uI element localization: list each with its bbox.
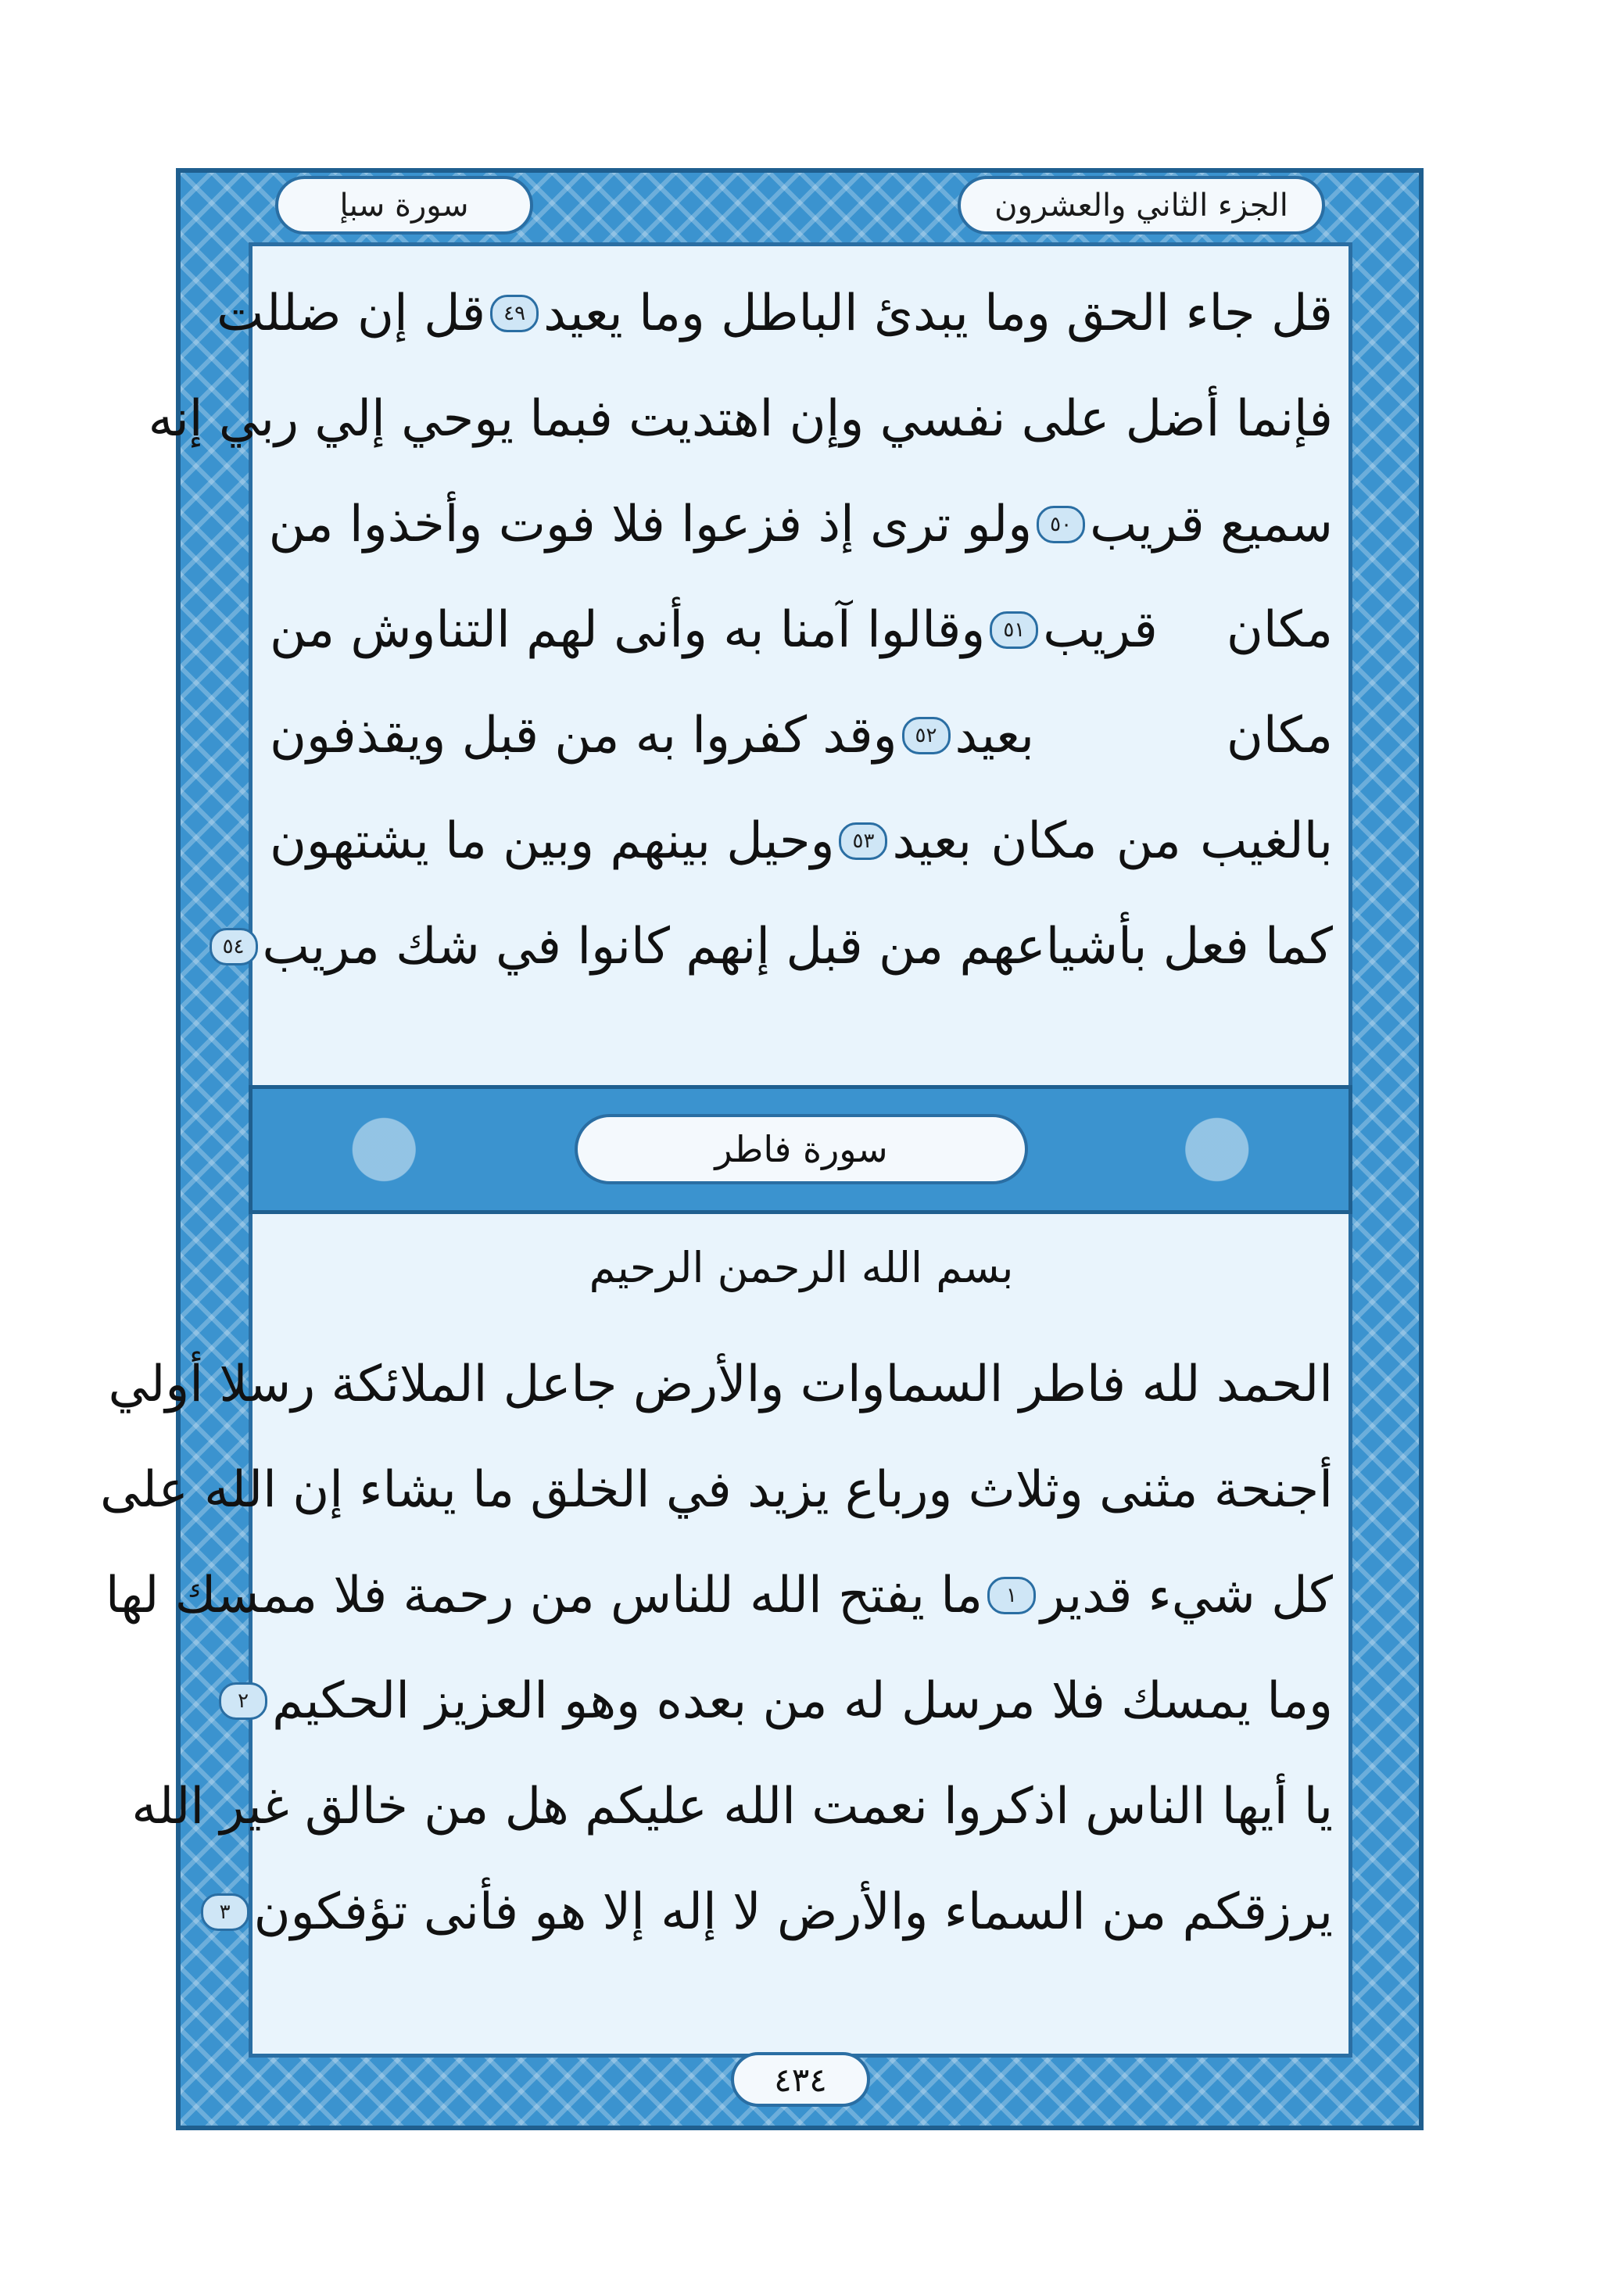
ayah-text: الحمد لله فاطر السماوات والأرض جاعل الملائكة رسلا أولي: [108, 1356, 1333, 1413]
ayah-line: [238, 1657, 1333, 1745]
ayah-text-continued: قل إن ضللت: [217, 285, 486, 342]
ayah-line: [105, 1552, 1333, 1639]
ayah-line: [270, 481, 1333, 568]
ayah-line: [270, 692, 1333, 779]
ayah-text-continued: وقالوا آمنا به وأنى لهم التناوش من: [270, 601, 986, 659]
surah-label: سورة سبإ: [275, 176, 533, 235]
ayah-text-continued: وحيل بينهم وبين ما يشتهون: [270, 812, 835, 870]
surah-title: سورة فاطر: [575, 1114, 1028, 1184]
ayah-text: بالغيب من مكان بعيد: [892, 812, 1333, 870]
ayah-text: كما فعل بأشياعهم من قبل إنهم كانوا في شك مريب: [262, 918, 1333, 976]
ayah-number-marker: ٥٤: [210, 928, 258, 965]
ayah-text: كل شيء قدير: [1040, 1567, 1333, 1624]
ayah-line: [222, 903, 1333, 990]
ayah-text: قل جاء الحق وما يبدئ الباطل وما يعيد: [543, 285, 1333, 342]
ayah-text: مكان قريب: [1043, 601, 1333, 659]
page-number: ٤٣٤: [731, 2052, 870, 2107]
ayah-text: وما يمسك فلا مرسل له من بعده وهو العزيز الحكيم: [272, 1672, 1333, 1730]
ayah-number-marker: ٢: [219, 1682, 267, 1720]
ayah-number-marker: ٤٩: [490, 295, 539, 332]
juz-label: الجزء الثاني والعشرون: [958, 176, 1325, 235]
ayah-text-continued: وقد كفروا به من قبل ويقذفون: [270, 707, 897, 765]
ayah-line: [131, 1763, 1333, 1850]
ayah-line: [270, 586, 1333, 674]
ayah-number-marker: ٣: [201, 1893, 249, 1931]
ayah-line: [219, 1868, 1333, 1956]
ayah-text: مكان بعيد: [955, 707, 1333, 765]
ayah-text-continued: ولو ترى إذ فزعوا فلا فوت وأخذوا من: [268, 496, 1033, 553]
ayah-text: فإنما أضل على نفسي وإن اهتديت فبما يوحي إلي ربي إنه: [148, 390, 1333, 448]
ayah-number-marker: ٥٣: [839, 822, 887, 860]
ayah-line: [100, 1446, 1333, 1534]
ayah-number-marker: ٥٠: [1037, 506, 1085, 543]
ayah-number-marker: ١: [987, 1577, 1036, 1614]
ayah-number-marker: ٥٢: [902, 717, 951, 754]
ayah-text-continued: ما يفتح الله للناس من رحمة فلا ممسك لها: [105, 1567, 983, 1624]
ayah-text: أجنحة مثنى وثلاث ورباع يزيد في الخلق ما يشاء إن الله على: [100, 1461, 1333, 1519]
ayah-line: [270, 797, 1333, 885]
ayah-line: [108, 1341, 1333, 1428]
ayah-line: [148, 375, 1333, 463]
basmala: بسم الله الرحمن الرحيم: [589, 1243, 1014, 1292]
ayah-text: يرزقكم من السماء والأرض لا إله إلا هو فأنى تؤفكون: [253, 1883, 1333, 1941]
ayah-text: سميع قريب: [1090, 496, 1333, 553]
ayah-number-marker: ٥١: [990, 611, 1038, 649]
ayah-line: [217, 270, 1333, 357]
ayah-text: يا أيها الناس اذكروا نعمت الله عليكم هل من خالق غير الله: [131, 1778, 1333, 1836]
